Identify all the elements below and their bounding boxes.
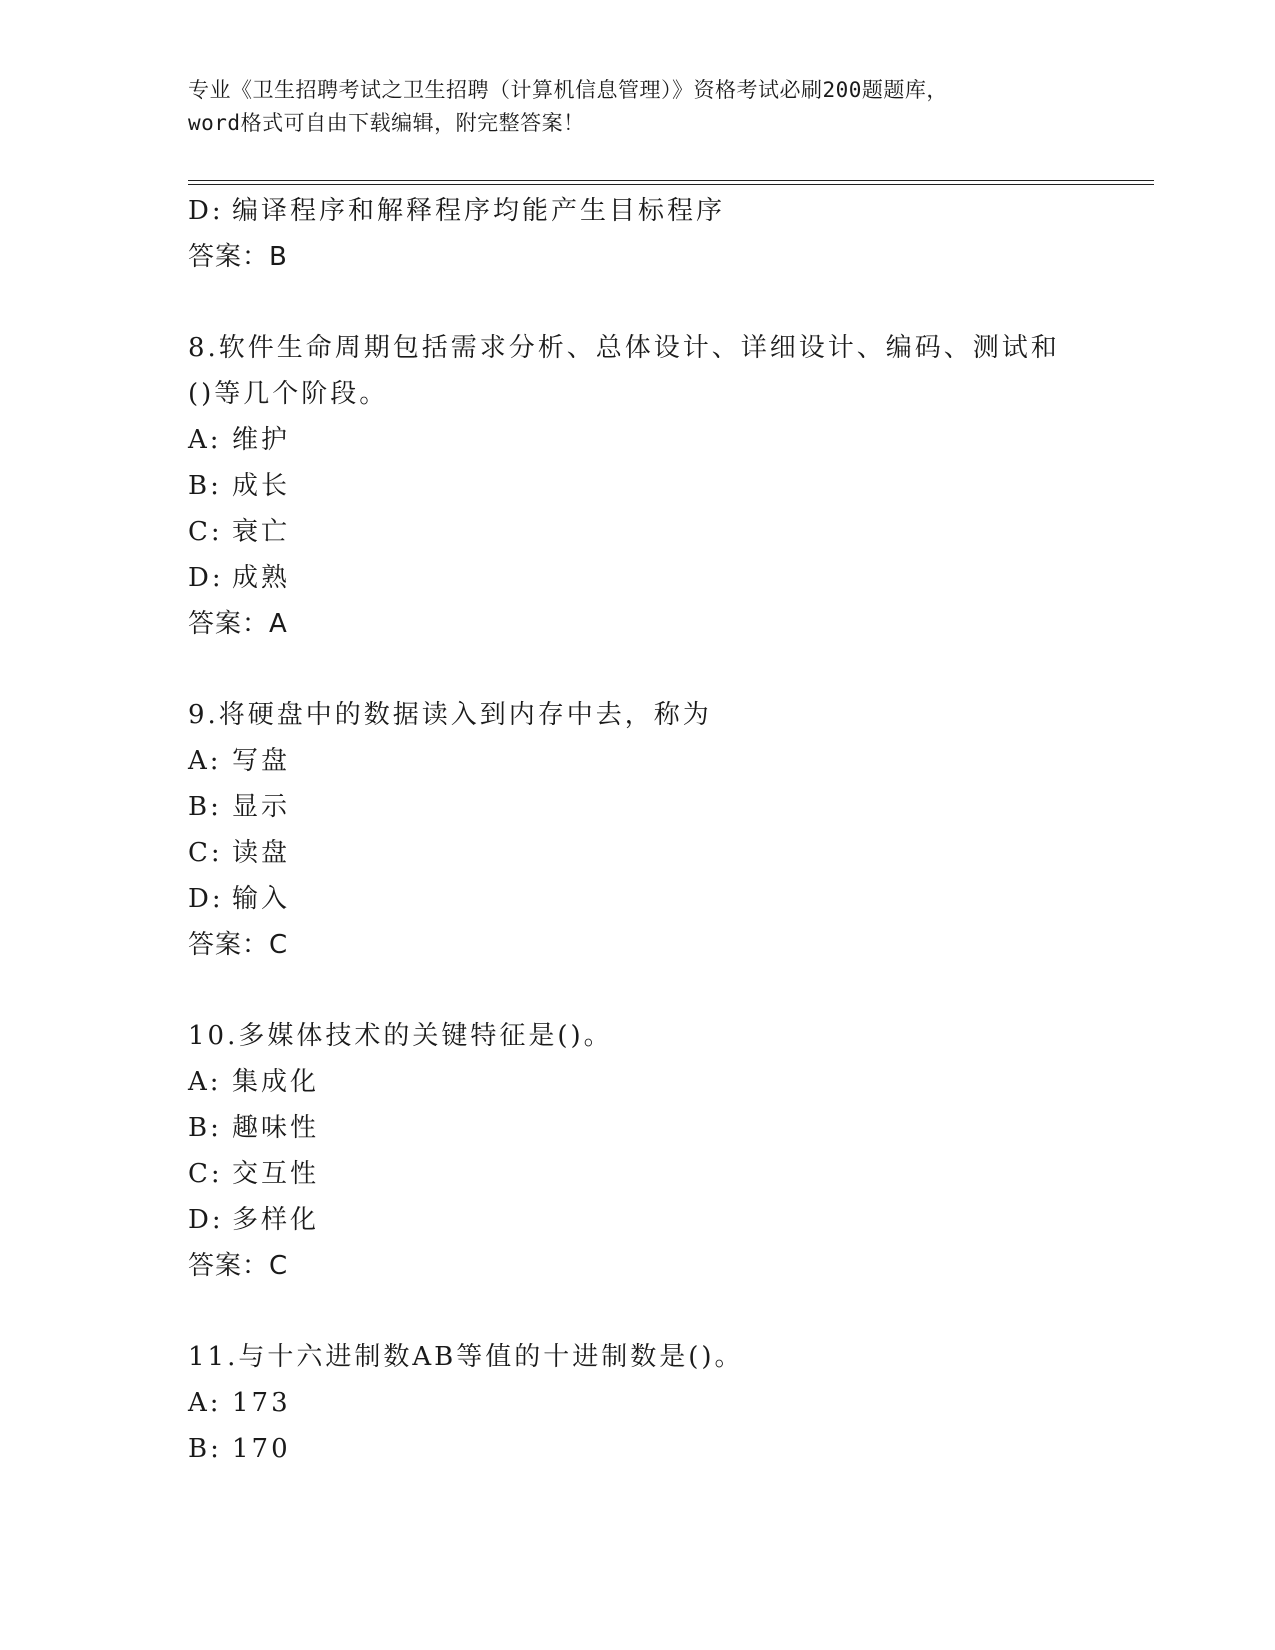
option-prefix: D: <box>188 563 224 593</box>
option-text: 170 <box>232 1434 291 1464</box>
option-prefix: C: <box>188 1159 223 1189</box>
question-content <box>188 188 1148 1472</box>
answer-line: 答案：C <box>188 1251 289 1281</box>
option-text: 趣味性 <box>232 1113 320 1143</box>
option-b <box>188 1426 1148 1472</box>
option-prefix: C: <box>188 838 223 868</box>
answer-line: 答案：C <box>188 930 289 960</box>
question-stem-line-1: 11.与十六进制数AB等值的十进制数是()。 <box>188 1342 744 1372</box>
option-c <box>188 509 1148 555</box>
answer-line: 答案：B <box>188 242 288 272</box>
option-prefix: D: <box>188 1205 224 1235</box>
option-text: 写盘 <box>232 746 291 776</box>
option-prefix: A: <box>188 1067 222 1097</box>
option-text: 交互性 <box>232 1159 320 1189</box>
option-text: 衰亡 <box>232 517 291 547</box>
option-text: 成熟 <box>232 563 291 593</box>
question-10 <box>188 1013 1148 1289</box>
header-divider-top <box>188 180 1154 181</box>
question-stem-line-1: 9.将硬盘中的数据读入到内存中去，称为 <box>188 700 712 730</box>
option-prefix: C: <box>188 517 223 547</box>
header-divider-bottom <box>188 184 1154 185</box>
option-b <box>188 1105 1148 1151</box>
option-c <box>188 1151 1148 1197</box>
option-b <box>188 784 1148 830</box>
option-c <box>188 830 1148 876</box>
option-a <box>188 738 1148 784</box>
option-a <box>188 417 1148 463</box>
spacer <box>188 968 1148 1013</box>
option-d <box>188 555 1148 601</box>
spacer <box>188 280 1148 325</box>
option-text: 读盘 <box>232 838 291 868</box>
answer-line: 答案：A <box>188 609 288 639</box>
option-prefix: B: <box>188 1113 222 1143</box>
option-prefix: B: <box>188 1434 222 1464</box>
option-d <box>188 876 1148 922</box>
option-prefix: A: <box>188 746 222 776</box>
spacer <box>188 1289 1148 1334</box>
option-prefix: D: <box>188 884 224 914</box>
option-text: 维护 <box>232 425 291 455</box>
question-stem-line-2: ()等几个阶段。 <box>188 379 389 409</box>
option-text: 输入 <box>232 884 291 914</box>
option-a <box>188 1059 1148 1105</box>
document-header <box>188 74 1088 140</box>
option-d <box>188 1197 1148 1243</box>
question-stem-line-1: 8.软件生命周期包括需求分析、总体设计、详细设计、编码、测试和 <box>188 333 1060 363</box>
spacer <box>188 647 1148 692</box>
option-prefix: A: <box>188 1388 222 1418</box>
question-8 <box>188 325 1148 647</box>
header-line-1: 专业《卫生招聘考试之卫生招聘（计算机信息管理）》资格考试必刷200题题库， <box>188 78 948 102</box>
option-prefix: B: <box>188 471 222 501</box>
option-prefix: B: <box>188 792 222 822</box>
option-text: 多样化 <box>232 1205 320 1235</box>
option-prefix: A: <box>188 425 222 455</box>
option-prefix: D: <box>188 196 224 226</box>
option-text: 编译程序和解释程序均能产生目标程序 <box>232 196 726 226</box>
question-continued <box>188 188 1148 280</box>
option-d <box>188 188 1148 234</box>
question-11 <box>188 1334 1148 1472</box>
option-b <box>188 463 1148 509</box>
question-stem-line-1: 10.多媒体技术的关键特征是()。 <box>188 1021 613 1051</box>
option-a <box>188 1380 1148 1426</box>
option-text: 173 <box>232 1388 291 1418</box>
option-text: 显示 <box>232 792 291 822</box>
option-text: 集成化 <box>232 1067 320 1097</box>
option-text: 成长 <box>232 471 291 501</box>
header-line-2: word格式可自由下载编辑，附完整答案！ <box>188 111 585 135</box>
question-9 <box>188 692 1148 968</box>
